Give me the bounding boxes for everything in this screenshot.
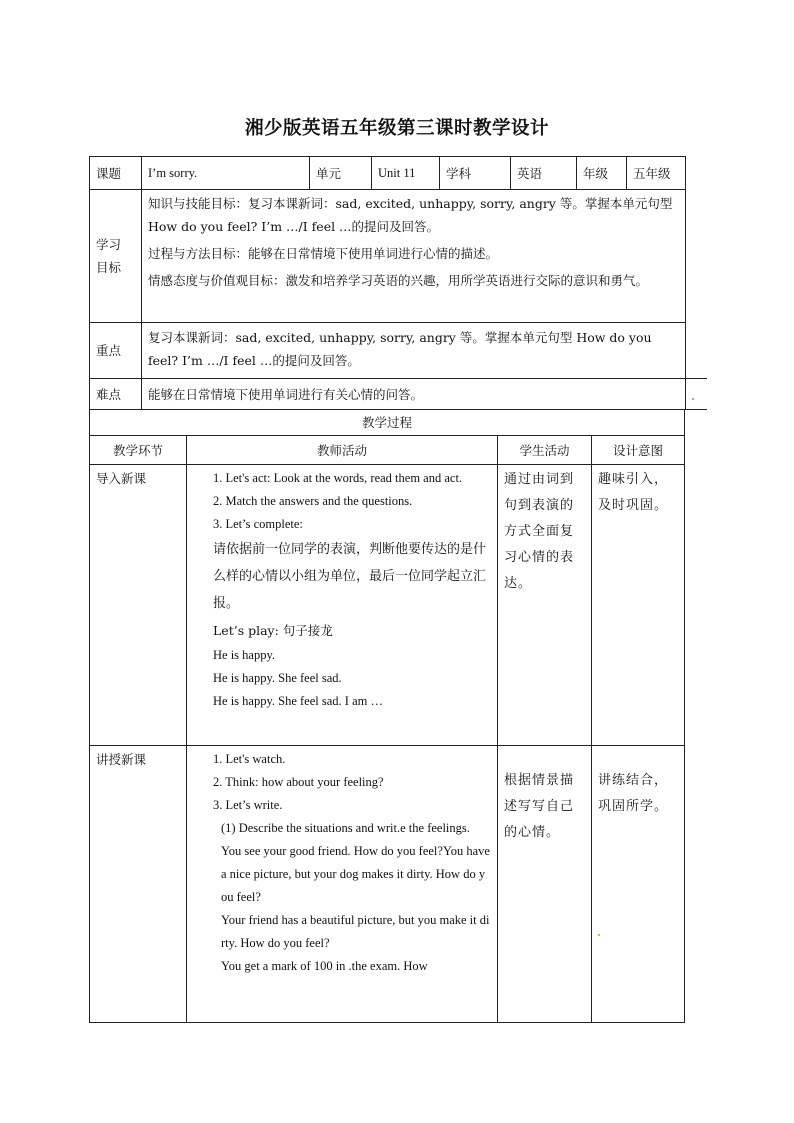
- teacher-activity-cell: [187, 465, 498, 746]
- teacher-line: 1. Let's watch.: [213, 752, 286, 766]
- grade-value: 五年级: [627, 157, 686, 190]
- teacher-line: 请依据前一位同学的表演，判断他要传达的是什么样的心情以小组为单位，最后一位同学起立汇报。: [213, 542, 487, 611]
- key-points-label: 重点: [90, 323, 142, 379]
- table-row: [90, 746, 685, 1023]
- teacher-line: He is happy. She feel sad.: [213, 671, 342, 685]
- unit-value: Unit 11: [372, 157, 440, 190]
- difficulty-content: 能够在日常情境下使用单词进行有关心情的问答。: [142, 379, 686, 410]
- unit-label: 单元: [310, 157, 372, 190]
- column-header-student: 学生活动: [498, 436, 592, 465]
- process-table: [89, 409, 685, 1023]
- teacher-line: 3. Let’s write.: [213, 798, 283, 812]
- difficulty-table: [89, 378, 686, 410]
- teacher-line: He is happy. She feel sad. I am …: [213, 694, 383, 708]
- teacher-line: You see your good friend. How do you feel?You have a nice picture, but your dog makes it dirty. How do you feel?: [221, 844, 490, 904]
- process-title: 教学过程: [90, 410, 685, 436]
- decorative-dot: [598, 934, 600, 936]
- objective-process: 过程与方法目标：能够在日常情境下使用单词进行心情的描述。: [148, 246, 499, 261]
- column-header-intent: 设计意图: [592, 436, 685, 465]
- stage-cell: 导入新课: [90, 465, 187, 746]
- teacher-line: 2. Match the answers and the questions.: [213, 494, 413, 508]
- topic-label: 课题: [90, 157, 142, 190]
- info-table: [89, 156, 686, 379]
- teacher-line: 1. Let's act: Look at the words, read them and act.: [213, 471, 463, 485]
- teacher-line: Let’s play: 句子接龙: [213, 623, 333, 638]
- column-header-stage: 教学环节: [90, 436, 187, 465]
- teacher-line: Your friend has a beautiful picture, but you make it dirty. How do you feel?: [221, 913, 490, 950]
- teacher-activity-cell: [187, 746, 498, 1023]
- column-header-teacher: 教师活动: [187, 436, 498, 465]
- subject-label: 学科: [440, 157, 511, 190]
- objectives-label-line-2: 目标: [96, 260, 122, 275]
- objective-attitude: 情感态度与价值观目标：激发和培养学习英语的兴趣，用所学英语进行交际的意识和勇气。: [148, 273, 649, 288]
- document-title: 湘少版英语五年级第三课时教学设计: [244, 118, 549, 139]
- decorative-line: [685, 378, 707, 379]
- decorative-line: [685, 409, 707, 410]
- table-row: [90, 465, 685, 746]
- grade-label: 年级: [577, 157, 627, 190]
- objectives-label-line-1: 学习: [96, 237, 122, 252]
- decorative-dot: [692, 398, 694, 400]
- subject-value: 英语: [511, 157, 577, 190]
- topic-value: I’m sorry.: [142, 157, 310, 190]
- difficulty-label: 难点: [90, 379, 142, 410]
- student-activity-cell: 根据情景描述写写自己的心情。: [498, 746, 592, 1023]
- teacher-line: 2. Think: how about your feeling?: [213, 775, 384, 789]
- teacher-line: (1) Describe the situations and writ.e the feelings.: [221, 821, 470, 835]
- design-intent-cell: 趣味引入，及时巩固。: [592, 465, 685, 746]
- teacher-line: You get a mark of 100 in .the exam. How: [221, 959, 428, 973]
- teacher-line: 3. Let’s complete:: [213, 517, 303, 531]
- objectives-content: [142, 190, 686, 323]
- objective-knowledge: 知识与技能目标：复习本课新词：sad, excited, unhappy, sorry, angry 等。掌握本单元句型 How do you feel? I’m …/I feel …的提问及回答。: [148, 196, 673, 234]
- design-intent-cell: 讲练结合，巩固所学。: [592, 746, 685, 1023]
- stage-cell: 讲授新课: [90, 746, 187, 1023]
- key-points-content: 复习本课新词：sad, excited, unhappy, sorry, angry 等。掌握本单元句型 How do you feel? I’m …/I feel …的提问及回答。: [142, 323, 686, 379]
- objectives-label: [90, 190, 142, 323]
- teacher-line: He is happy.: [213, 648, 276, 662]
- student-activity-cell: 通过由词到句到表演的方式全面复习心情的表达。: [498, 465, 592, 746]
